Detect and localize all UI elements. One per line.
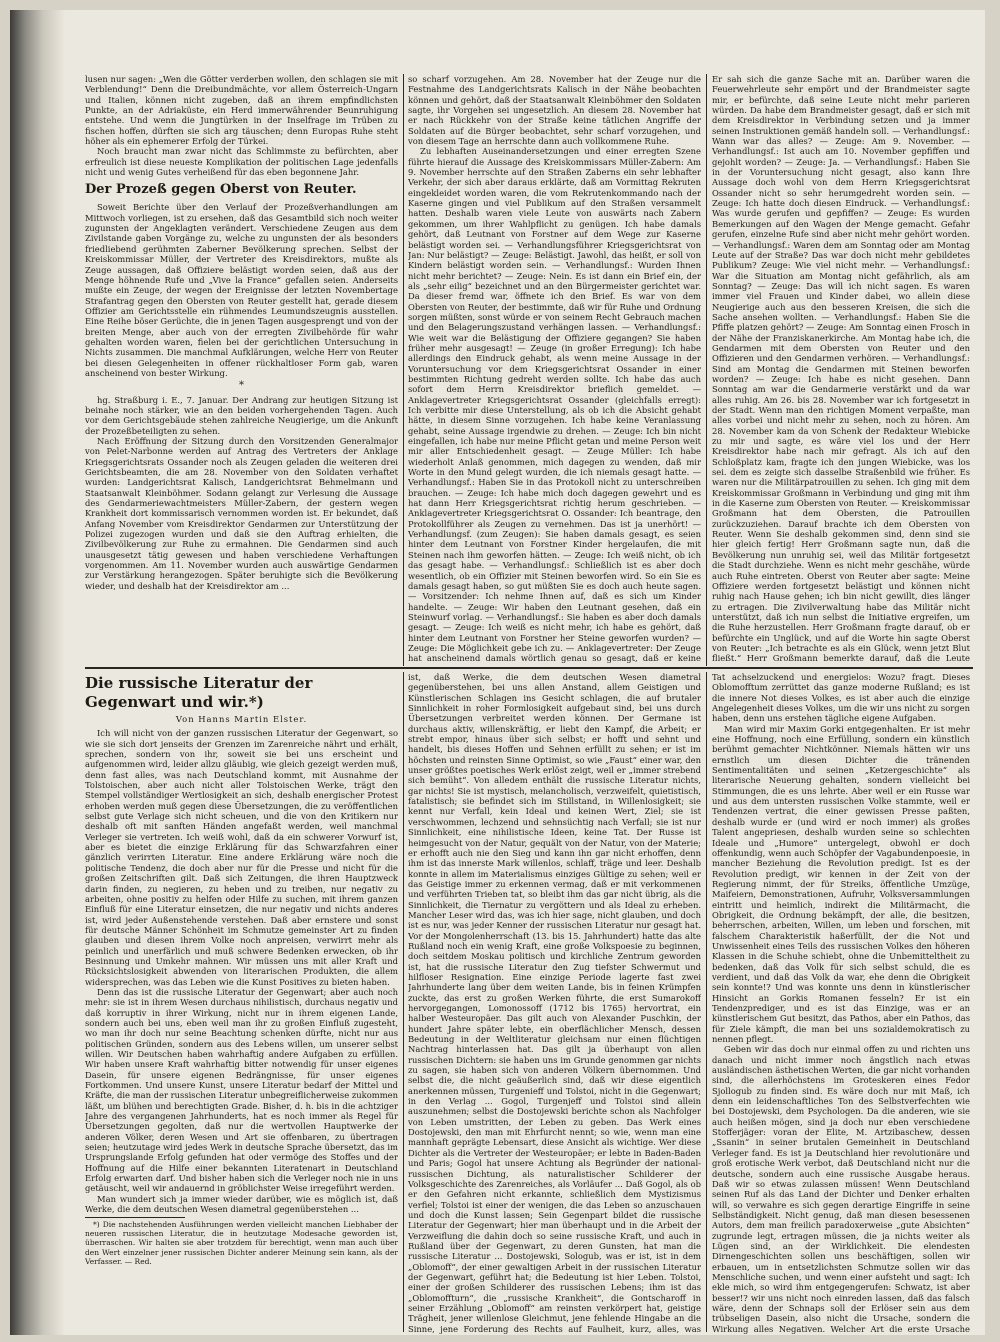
- column-rule: [403, 74, 404, 666]
- binding-shadow: [10, 10, 65, 1335]
- article-headline-reuter: Der Prozeß gegen Oberst von Reuter.: [85, 182, 357, 198]
- paragraph: Er sah sich die ganze Sache mit an. Darüber waren die Feuerwehrleute sehr empört und der Brandmeister sagte mir, er befürchte, daß seine Leute nicht mehr parieren würden. Da habe dem Brandmeister gesagt, daß er sich mit dem Kreisdirektor in Verbindung setzen und ja immer seinen Instruktionen gemäß handeln soll. — Verhandlungsf.: Wann war das alles? — Zeuge: Am 9. November. — Verhandlungsf.: Ist auch am 10. November gepfiffen und gejohlt worden? — Zeuge: Ja. — Verhandlungsf.: Haben Sie in der Voruntersuchung nicht gesagt, also kann Ihre Aussage doch wohl von dem Herrn Kriegsgerichtsrat Ossander nicht so sehr herumgedreht worden sein. — Zeuge: Ich hatte doch diesen Eindruck. — Verhandlungsf.: Was wurde gerufen und gepfiffen? — Zeuge: Es wurden Bemerkungen auf den Wagen der Menge gemacht. Gefahr gerufen, einzelne Rufe sind aber nicht mehr gehört worden. — Verhandlungsf.: Waren dem am Sonntag oder am Montag Leute auf der Straße? Das war doch nicht mehr gebildetes Publikum? Zeuge: Wie viel nicht mehr. — Verhandlungsf.: War die Situation am Montag nicht gefährlich, als am Sonntag? — Zeuge: Das will ich nicht sagen. Es waren immer viel Frauen und Kinder dabei, wo allein diese Neugierige auch aus den besseren Kreisen, die sich die Sache ansehen wollten. — Verhandlungsf.: Haben Sie die Pfiffe platzen gehört? — Zeuge: Am Sonntag einen Frosch in der Nähe der Franziskanerkirche. Am Montag habe ich, die Gendarmen mit dem Obersten von Reuter und den Offizieren und den Gendarmen verhören. — Verhandlungsf.: Sind am Montag die Gendarmen mit Steinen beworfen worden? — Zeuge: Ich habe es nicht gesehen. Dann Sonntag am war die Gendarmerie verstärkt und da war alles ruhig. Am 26. bis 28. November war ich fortgesetzt in der Stadt. Wenn man den richtigen Moment verpaßte, man alles vorbei und nicht mehr zu sehen, noch zu hören. Am 28. November kam da von Schenk der Redakteur Wiebicke zu mir und sagte, es wäre viel los und der Herr Kreisdirektor habe nach mir gefragt. Als ich auf den Schloßplatz kam, fragte ich den jungen Wiebicke, was los sei. dem es zeigte sich dasselbe Straßenbild wie früher. Es waren nur die Militärpatrouillen zu sehen. Ich ging mit dem Kreiskommissar Großmann in Verbindung und ging mit ihm in die Kaserne zum Obersten von Reuter. — Kreiskommissar Großmann hat dem Obersten, die Patrouillen zurückzuziehen. Darauf brachte ich dem Obersten von Reuter. Wenn Sie deshalb gekommen sind, denn sind sie hier gleich fertig! Herr Großmann sagte nun, daß die Bevölkerung nun unruhig sei, weil das Militär fortgesetzt die Stadt durchziehe. Wenn es nicht mehr geschähe, würde auch Ruhe eintreten. Oberst von Reuter aber sagte: Meine Offiziere werden fortgesetzt belästigt und können nicht ruhig nach Hause gehen; ich bin nicht gewillt, dies länger zu ertragen. Die Zivilverwaltung habe das Militär nicht unterstützt, daß ich nun selbst die Initiative ergreifen, um die Ruhe herzustellen. Herr Großmann fragte darauf, ob er befürchte ein Unglück, und auf die Worte hin sagte Oberst von Reuter: „Ich betrachte es als ein Glück, wenn jetzt Blut fließt.“ Herr Großmann bemerkte darauf, daß die Leute: [712, 74, 970, 664]
- column-rule: [403, 672, 404, 1332]
- paragraph: Tat achselzuckend und energielos: Wozu? fragt. Dieses Oblomofftum zerrüttet das ganze moderne Rußland; es ist die innere Not dieses Volkes, es ist aber auch die einzige Angelegenheit dieses Volkes, um die wir uns nicht zu sorgen haben, denn uns erstehen tägliche eigene Aufgaben.: [712, 672, 970, 724]
- article-byline: Von Hanns Martin Elster.: [175, 714, 308, 724]
- paragraph: Denn das ist die russische Literatur der Gegenwart; aber auch noch mehr: sie ist in ihrem Wesen durchaus nihilistisch, durchaus negativ und daß korruptiv in ihrer Wirkung, nicht nur in ihrem eigenen Lande, sondern auch bei uns, eben weil man ihr zu großen Einfluß zugesteht, wo man ihr doch nur seine Beachtung schenken dürfte, nicht nur aus politischen Gründen, sondern aus des Lebens willen, um unserer selbst willen. Wir Deutschen haben wahrhaftig andere Aufgaben zu erfüllen. Wir haben unsere Kraft wahrhaftig bitter notwendig für unser eigenes Dasein, für unsere eigenen Bedrängnisse, für unser eigenes Fortkommen. Und unsere Kunst, unsere Literatur bedarf der Mittel und Kräfte, die man der russischen Literatur unbegreiflicherweise zukommen läßt, um blühen und berechtigten Grade. Bisher, d. h. bis in die achtziger Jahre des vergangenen Jahrhunderts, hat es noch immer als Regel für Übersetzungen gegolten, daß nur die wertvollen Hauptwerke der anderen Völker, deren Wesen und Art sie offenbaren, zu übertragen seien; heutzutage wird jedes Werk in deutsche Sprache übersetzt, das im Ursprungslande Erfolg gefunden hat oder vermöge des Stoffes und der Hoffnung auf die Hilfe einer bekannten Literatenart in Deutschland Erfolg erwarten darf. Und bisher haben sich die Verleger noch nie in uns getäuscht, weil wir andauernd in gröblichster Weise irregeführt werden.: [85, 986, 398, 1194]
- paragraph: hg. Straßburg i. E., 7. Januar. Der Andrang zur heutigen Sitzung ist beinahe noch stärker, wie an den beiden vorhergehenden Tagen. Auch vor dem Gerichtsgebäude stehen zahlreiche Neugierige, um die Ankunft der Prozeßbeteiligten zu sehen.: [85, 394, 398, 436]
- paragraph: Zu lebhaften Auseinandersetzungen und einer erregten Szene führte hierauf die Aussage des Kreiskommissars Müller-Zabern: Am 9. November herrschte auf den Straßen Zaberns ein sehr lebhafter Verkehr, der sich aber daraus erklärte, daß am Vormittag Rekruten eingekleidet worden waren, die vom Rekrutenkommando nach der Kaserne gingen und viel Publikum auf den Straßen versammelt hatten. Deshalb waren viele Leute von auswärts nach Zabern gekommen, um ihrer Wahlpflicht zu genügen. Ich habe damals gehört, daß Leutnant von Forstner auf dem Wege zur Kaserne belästigt worden sei. — Verhandlungsführer Kriegsgerichtsrat von Jan: Nur belästigt? — Zeuge: Belästigt. Jawohl, das heißt, er soll von Kindern belästigt worden sein. — Verhandlungsf.: Wurden Ihnen nicht mehr berichtet? — Zeuge: Nein. Es ist dann ein Brief ein, der als „sehr eilig“ bezeichnet und an den Bürgermeister gerichtet war. Da dieser fremd war, öffnete ich den Brief. Es war von dem Obersten von Reuter, der bestimmte, daß wir für Ruhe und Ordnung sorgen müßten, sonst würde er von seinem Recht Gebrauch machen und den Belagerungszustand verhängen lassen. — Verhandlungsf.: Wie weit war die Belästigung der Offiziere gegangen? Sie haben früher mehr ausgesagt! — Zeuge (in großer Erregung): Ich habe allerdings den Eindruck gehabt, als wenn meine Aussage in der Voruntersuchung vor dem Kriegsgerichtsrat Ossander in einer bestimmten Richtung gedreht werden sollte. Ich habe das auch sofort dem Herrn Kreisdirektor brieflich gemeldet. — Anklagevertreter Kriegsgerichtsrat Ossander (gleichfalls erregt): Ich verbitte mir diese Unterstellung, als ob ich die Absicht gehabt hätte, in diesem Sinne vorzugehen. Ich habe keine Veranlassung gehabt, seine Aussage irgendwie zu drehen. — Zeuge: Ich bin nicht eingefallen, ich habe nur meine Pflicht getan und meine Person weit mir aller Entschiedenheit gesagt. — Zeuge Müller: Ich habe wiederholt Anlaß genommen, mich dagegen zu wenden, daß mir Worte in den Mund gelegt wurden, die ich niemals gesagt hatte. — Verhandlungsf.: Haben Sie in das Protokoll nicht zu unterschreiben brauchen. — Zeuge: Ich habe mich doch dagegen gewehrt und es hat dann Herr Kriegsgerichtsrat richtig herum geschrieben. — Anklagevertreter Kriegsgerichtsrat O. Ossander: Ich beantrage, den Protokollführer als Zeugen zu vernehmen. Das ist ja unerhört! — Verhandlungsf. (zum Zeugen): Sie haben damals gesagt, es seien hinter dem Leutnant von Forstner Kinder hergelaufen, die mit Steinen nach ihm geworfen hätten. — Zeuge: Ich weiß nicht, ob ich das gesagt habe. — Verhandlungsf.: Schließlich ist es aber doch wesentlich, ob ein Offizier mit Steinen beworfen wird. So ein Sie es damals gesagt haben, so gut müßten Sie es doch auch heute sagen. — Vorsitzender: Ich nehme Ihnen auf, daß es sich um Kinder handelte. — Zeuge: Wir haben den Leutnant gesehen, daß ein Steinwurf vorlag. — Verhandlungsf.: Sie haben es aber doch damals gesagt. — Zeuge: Ich weiß es nicht mehr, ich habe es gehört, daß hinter dem Leutnant von Forstner her Steine geworfen wurden? — Zeuge: Die Möglichkeit gebe ich zu. — Anklagevertreter: Der Zeuge hat anscheinend damals wörtlich genau so gesagt, daß er keine: [408, 146, 701, 664]
- top-column-3: [712, 74, 970, 664]
- paragraph: Man wird mir Maxim Gorki entgegenhalten. Er ist mehr eine Hoffnung, noch eine Erfüllung, sondern ein künstlich berühmt gemachter Nichtkönner. Niemals hätten wir uns ernstlich um diesen Dichter die tränenden Sentimentalitäten und seinen „Ketzergeschichte“ als literarische Neuerung gehalten, sondern vielleicht bei Stimmungen, die es uns lehrte. Aber weil er ein Russe war und aus dem untersten russischen Volke stammte, weil er Tendenzen vertrat, die einer gewissen Presse paßten, deshalb wurde er (und wird er noch immer) als großes Talent angepriesen, deshalb wurden seine so schlechten Ideale und „Humore“ untergelegt, obwohl er doch offenkundig, wenn auch Schöpfer der Vagabundenpoesie, in mancher Beziehung die Revolution predigt. Ist es der Revolution predigt, wir kennen in der Zeit von der Regierung nimmt, der für Streiks, öffentliche Umzüge, Maifeiern, Demonstrationen, Aufruhr, Volksversammlungen eintritt und heimlich, indirekt die Militärmacht, die Obrigkeit, die Ordnung bekämpft, der alle, die besitzen, beherrschen, arbeiten, Willen, um leben und forschen, mit falschem Charakteristik haßerfüllt, der die Not und Unwissenheit eines Teils des russischen Volkes den höheren Klassen in die Schuhe schiebt, ohne die Unbemitteltheit zu bedenken, daß das Volk für sich selbst schuld, die es verdient, und daß das Volk da war, ehe denn die Obrigkeit sein konnte!? Und was konnte uns denn in künstlerischer Hinsicht an Gorkis Romanen fesseln? Er ist ein Tendenzprediger, und es ist das Einzige, was er an künstlerischem Gut besitzt, das Pathos, aber ein Pathos, das für Ziele kämpft, die man bei uns sozialdemokratisch zu nennen pflegt.: [712, 723, 970, 1045]
- footnote: *) Die nachstehenden Ausführungen werden vielleicht manchen Liebhaber der neueren russischen Literatur, die in heutzutage Modesache geworden ist, überraschen. Wir halten sie aber trotzdem für berechtigt, wenn man auch über den Wert einzelner jener russischen Dichter anderer Meinung sein kann, als der Verfasser. — Red.: [85, 1219, 398, 1267]
- column-rule: [706, 74, 707, 666]
- paragraph: Ich will nicht von der ganzen russischen Literatur der Gegenwart, so wie sie sich dort jenseits der Grenzen im Zarenreiche nährt und erhält, sprechen, sondern von ihr, soweit sie bei uns erscheint und aufgenommen wird, leider allzu gläubig, wie gleich gezeigt werden muß, denn fast alles, was nach Deutschland kommt, mit Ausnahme der Tolstoischen, aber auch nicht aller Tolstoischen Werke, trägt den Stempel vollständiger Wertlosigkeit an sich, deshalb energischer Protest erhoben werden muß gegen diese Übersetzungen, die zu veröffentlichen selbst gute Verlage sich nicht scheuen, und die von den Kritikern nur deshalb oft mit sanften Händen angefaßt werden, weil manchmal Verleger sie vertreten. Ich weiß wohl, daß da ein schwerer Vorwurf ist, aber es bietet die einzige Erklärung für das Schwarzfahren einer gänzlich verirrten Literatur. Eine andere Erklärung wäre noch die politische Tendenz, die doch aber nur für die Presse und nicht für die großen Zeitschriften gilt. Daß sich Zeitungen, die ihren Hauptzweck darin finden, zu negieren, zu heben und zu treiben, nur negativ zu arbeiten, ohne positiv zu helfen oder Hilfe zu suchen, mit ihrem ganzen Einfluß für eine Literatur einsetzen, die nur negativ und nichts anderes ist, wird jeder Außenstehende verstehen. Daß aber ernstere und sonst für deutsche Männer Schönheit im Schmutze gemeinster Art zu finden glauben und diesen ihrem Volke noch anpreisen, verwirrt mehr als peinlich und unerfärlich und muß schwere Bedenken erwecken, ob ihr Besinnung und Umkehr mahnen. Wir müssen uns mit aller Kraft und Rücksichtslosigkeit abwenden von literarischen Produkten, die allem widersprechen, was das Leben wie die Kunst Positives zu bieten haben.: [85, 728, 398, 987]
- top-column-2: [408, 74, 701, 664]
- paragraph: Man wundert sich ja immer wieder darüber, wie es möglich ist, daß Werke, die dem deutschen Wesen diametral gegenüberstehen ...: [85, 1193, 398, 1215]
- article-headline-literatur: Die russische Literatur der Gegenwart und wir.*): [85, 674, 313, 711]
- top-column-1: [85, 74, 398, 664]
- paragraph: ist, daß Werke, die dem deutschen Wesen diametral gegenüberstehen, bei uns allen Anstand, allem Geistigen und Künstlerischen Schlagen ins Gesicht schlagen, die auf brutaler Sinnlichkeit in roher Formlosigkeit aufgebaut sind, bei uns durch Übersetzungen verbreitet werden können. Der Germane ist durchaus aktiv, willenskräftig, er liebt den Kampf, die Arbeit; er strebt empor, hinaus über sich selbst; er hofft und sehnt und handelt, bis dieses Hoffen und Sehnen erfüllt zu sehen; er ist im höchsten und reinsten Sinne Optimist, so wie „Faust“ einer war, den unser größtes poetisches Werk erlöst zeigt, weil er „immer strebend sich bemüht“. Von alledem enthält die russische Literatur nichts, gar nichts! Sie ist mystisch, melancholisch, verzweifelt, quietistisch, fatalistisch; sie befindet sich im Stillstand, in Willenlosigkeit; sie kennt nur Verfall, kein Ideal und keinen Wert, Ziel; sie ist verschwommen, lechzend und sehnsüchtig nach Verfall; sie ist nur Sinnlichkeit, eine nihilistische Ideen, keine Tat. Der Russe ist heimgesucht von der Natur, gequält von der Natur, von der Materie; er erhofft auch nie den Sieg und kann ihn gar nicht erhoffen, denn ihm ist das innerste Mark willenlos, schlaff, träge und leer. Deshalb konnte in allem im Materialismus einziges Gültige zu sehen; weil er das Geistige immer zu erkennen vermag, daß er mit verkommenen und verführten Trieben tat, so bleibt ihm das gar nicht übrig, als die Sinnlichkeit, die Tiernatur zu vergöttern und als Ideal zu erheben. Mancher Leser wird das, was ich hier sage, nicht glauben, und doch ist es nur, was jeder Kenner der russischen Literatur nur gesagt hat. Vor der Mongolenherrschaft (13. bis 15. Jahrhundert) hatte das alte Rußland noch ein wenig Kraft, eine große Volkspoesie zu beginnen, doch seitdem Moskau politisch und kirchliche Zentrum geworden ist, hat die russische Literatur den Zug tiefster Schwermut und hilfloser Resignation. Eine einzige Periode lagerte fast zwei Jahrhunderte lang über dem weiten Lande, bis in feinen Krümpfen zuckte, das erst zu großen Werken führte, die erst Sumarokoff hervorgegangen, Lomonossoff (1712 bis 1765) hervortrat, ein halber Westeuropäer. Das gilt auch von Alexander Puschkin, der hundert Jahre später lebte, ein oberflächlicher Mensch, dessen Bedeutung in der Weltliteratur gleichsam nur einen flüchtigen Nachtrag hinterlassen hat. Das gilt ja überhaupt von allen russischen Dichtern: sie haben uns im Grunde genommen gar nichts zu sagen, sie haben sich von anderen Völkern übernommen. Und selbst die, die nicht geäußerlich sind, daß wir diese eigentlich anerkennen müssen, Turgenieff und Tolstoi, nicht in die Gegenwart; in den Verlag ... Gogol, Turgenjeff und Tolstoi sind allein auszunehmen; selbst die Dostojewski berichte schon als Nachfolger von Leben umstritten, der Leben zu geben. Das Werk eines Dostojewski, den man mit Ehrfurcht nennt; so wie, wenn man eine mannhaft geprägte Lebensart, diese Ansicht als wichtige. Wer diese Dichter als die Vertreter der Westeuropäer; er lebte in Baden-Baden und Paris; Gogol hat unsere Achtung als Begründer der national-russischen Dichtung, als naturalistischer Schilderer der Volksgeschichte des Zarenreiches, als Vorläufer ... Daß Gogol, als ob er den Gefahren nicht erkannte, schließlich dem Mystizismus verfiel; Tolstoi ist einer der wenigen, die das Leben so anzuschauen und doch die Kunst lassen; Sein Gegenpart bildet die russische Literatur der Gegenwart; hier man überhaupt und in die Arbeit der Verzweiflung die dahin doch so seine russische Kraft, und auch in Rußland über der Gegenwart, zu deren Gunsten, hat man die russische Literatur ... Dostojewski, Sologub, was er ist, ist in dem „Oblomoff“, der einer gewaltigen Arbeit in der russischen Literatur der Gegenwart, geführt hat; die Bedeutung ist hier Leben. Tolstoi, einer der großen Schilderer des russischen Lebens; ihm ist das „Oblomoffturn“, die „russische Krankheit“, die Gontscharoff in seiner Erzählung „Oblomoff“ am reinsten verkörpert hat, geistige Trägheit, jener willenlose Gleichmut, jene fehlende Hingabe an die Sinne, jene Forderung des Rechts auf Faulheit, kurz, alles, was: [408, 672, 701, 1334]
- bottom-column-2: [408, 672, 701, 1334]
- paragraph: so scharf vorzugehen. Am 28. November hat der Zeuge nur die Festnahme des Landgerichtsrats Kalisch in der Nähe beobachten können und gehört, daß der Staatsanwalt Kleinböhmer den Soldaten sagte, ihr Vorgehen sei ungesetzlich. An diesem 28. November hat er nach Rückkehr von der Straße keine tätlichen Angriffe der Soldaten auf die Bürger beobachtet, sehr scharf vorzugehen, und von diesem Tage an herrschte dann auch vollkommene Ruhe.: [408, 74, 701, 147]
- paragraph: Soweit Berichte über den Verlauf der Prozeßverhandlungen am Mittwoch vorliegen, ist zu ersehen, daß das Gesamtbild sich noch weiter zugunsten der Angeklagten verändert. Verschiedene Zeugen aus dem Zivilstande gaben Vorgänge zu, welche zu ungunsten der als besonders friedliebend gerühmten Zaberner Bevölkerung sprechen. Selbst der Kreiskommissar Müller, der Vertreter des Kreisdirektors, mußte als Zeuge aussagen, daß Offiziere belästigt worden seien, daß aus der Menge höhnende Rufe und „Vive la France“ gefallen seien. Anderseits mußte ein Zeuge, der wegen der Ereignisse der letzten Novembertage Strafantrag gegen den Obersten von Reuter gestellt hat, gerade diesem Offizier am Gerichtsstelle ein rühmendes Leumundszeugnis ausstellen. Eine Reihe böser Gerüchte, die in jenen Tagen ausgesprengt und von der breiten Menge, aber auch von der erregten Zivilbehörde für wahr gehalten worden waren, fielen bei der gerichtlichen Untersuchung in Nichts zusammen. Die manchmal Aufklärungen, welche Herr von Reuter bei diesen Gelegenheiten in offener rückhaltloser Form gab, waren anscheinend von bester Wirkung.: [85, 202, 398, 378]
- newspaper-page: [10, 10, 985, 1335]
- bottom-column-3: [712, 672, 970, 1334]
- paragraph: Noch braucht man zwar nicht das Schlimmste zu befürchten, aber erfreulich ist diese neueste Komplikation der politischen Lage jedenfalls nicht und wenig Gutes verheißend für das eben begonnene Jahr.: [85, 146, 398, 178]
- column-rule: [706, 672, 707, 1332]
- footnote-rule: [85, 1217, 185, 1218]
- paragraph: lusen nur sagen: „Wen die Götter verderben wollen, den schlagen sie mit Verblendung!“ Denn die Dreibundmächte, vor allem Österreich-Ungarn und Italien, können nicht zugeben, daß an ihrem empfindlichsten Punkte, an der Adriaküste, ein Herd immerwährender Beunruhigung entstehe. Und wenn die Jungtürken in der Inselfrage im Trüben zu fischen hoffen, dürften sie sich arg täuschen; denn Europas Ruhe steht höher als ein ephemerer Erfolg der Türkei.: [85, 74, 398, 147]
- paragraph: Geben wir das doch nur einmal offen zu und richten uns danach und nicht immer noch ängstlich nach etwas ausländischen ästhetischen Werten, die gar nicht vorhanden sind, die allerhöchstens im Groteskeren eines Fedor Sjollogub zu finden sind. Es wäre doch nur mit Maß, ich denn ein leidenschaftliches Ton des Selbstverfechten wie bei Dostojewski, dem Psychologen. Da die anderen, wie sie auch heißen mögen, sind ja doch nur eben verschiedene Stofferjäger: voran der Elite, M. Artzibaschew, dessen „Ssanin“ in seiner brutalen Gemeinheit in Deutschland Verleger fand. Es ist ja Deutschland hier revolutionäre und groß erotische Werk verbot, daß Deutschland nicht nur die deutsche, sondern auch eine russische Ausgabe heraus. Daß wir so etwas zulassen müssen! Wenn Deutschland seinen Ruf als das Land der Dichter und Denker erhalten will, so verwahre es sich gegen derartige Eingriffe in seine Selbständigkeit. Nicht genug, daß man diesen besessenen Autors, dem man freilich paradoxerweise „gute Absichten“ zugrunde legt, ertragen müssen, die ja nichts weiter als Lügen sind, an der Wirklichkeit. Die elendesten Dirnengeschichten sollen uns beschäftigen, sollen wir erbauen, um in entsetzlichsten Schmutze sollen wir das Menschliche suchen, und wenn einer aufsteht und sagt: Ich ekle mich, so wird ihm entgegengerufen: Schwatz, ist aber besser!? wir uns nicht noch einreden lassen, daß das falsch wäre, denn der Schnaps soll der Erlöser sein aus dem trübseligen Dasein, also nicht die Ursache, sondern die Wirkung alles Negativen. Welcher Art die erste Ursache: [712, 1044, 970, 1334]
- section-divider-star: *: [239, 380, 244, 392]
- paragraph: Nach Eröffnung der Sitzung durch den Vorsitzenden Generalmajor von Pelet-Narbonne werden auf Antrag des Vertreters der Anklage Kriegsgerichtsrats Ossander noch als Zeugen geladen die weiteren drei Gerichtsbeamten, die am 28. November von den Soldaten verhaftet wurden: Landgerichtsrat Kalisch, Landgerichtsrat Behmelmann und Staatsanwalt Kleinböhmer. Sodann gelangt zur Verlesung die Aussage des Gendarmeriewachtmeisters Müller-Zabern, der gestern wegen Krankheit dort kommissarisch vernommen worden ist. Er bekundet, daß Anfang November vom Kreisdirektor Gendarmen zur Unterstützung der Polizei zugezogen wurden und daß sie den Auftrag erhielten, die Zivilbevölkerung zur Ruhe zu ermahnen. Die Gendarmen sind auch unausgesetzt tätig gewesen und haben verschiedene Verhaftungen vorgenommen. Am 11. November wurden auch auswärtige Gendarmen zur Verstärkung herangezogen. Später beruhigte sich die Bevölkerung wieder, und deshalb hat der Kreisdirektor am ...: [85, 436, 398, 591]
- section-rule: [85, 667, 973, 669]
- bottom-column-1: [85, 672, 398, 1334]
